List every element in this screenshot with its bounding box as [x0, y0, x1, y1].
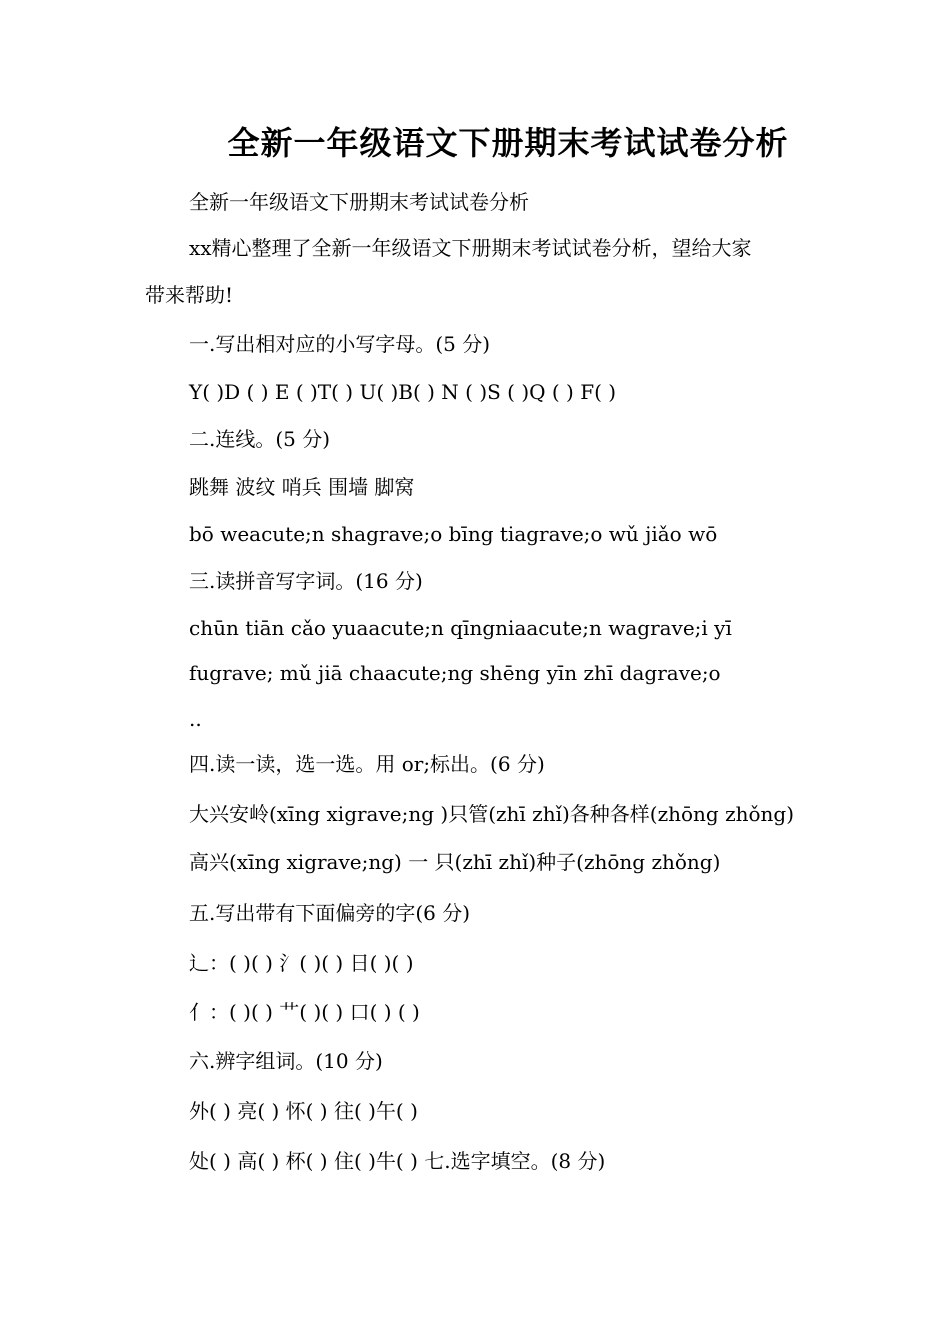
section-6-line-2: 处( ) 高( ) 杯( ) 住( )牛( ) 七.选字填空。(8 分) [189, 1149, 606, 1173]
section-5-heading: 五.写出带有下面偏旁的字(6 分) [189, 901, 471, 925]
section-2-pinyin: bō weacute;n shagrave;o bīng tiagrave;o wǔ jiǎo wō [189, 522, 718, 546]
section-3-pinyin-line-2: fugrave; mǔ jiā chaacute;ng shēng yīn zhī dagrave;o [189, 661, 721, 685]
intro-line-continued: 带来帮助! [145, 283, 234, 307]
section-4-line-1: 大兴安岭(xīng xigrave;ng )只管(zhī zhǐ)各种各样(zhōng zhǒng) [189, 802, 795, 826]
section-5-line-1: 辶：( )( ) 氵( )( ) 日( )( ) [189, 951, 414, 975]
section-6-heading: 六.辨字组词。(10 分) [189, 1049, 383, 1073]
section-3-heading: 三.读拼音写字词。(16 分) [189, 569, 423, 593]
section-4-line-2: 高兴(xīng xigrave;ng) 一 只(zhī zhǐ)种子(zhōng zhǒng) [189, 850, 721, 874]
document-title: 全新一年级语文下册期末考试试卷分析 [227, 124, 789, 162]
subtitle-line: 全新一年级语文下册期末考试试卷分析 [189, 190, 529, 214]
section-4-heading: 四.读一读，选一选。用 or;标出。(6 分) [189, 752, 545, 776]
intro-line: xx精心整理了全新一年级语文下册期末考试试卷分析，望给大家 [189, 236, 752, 260]
section-5-line-2: 亻：( )( ) 艹( )( ) 口( ) ( ) [189, 1000, 420, 1024]
section-1-content: Y( )D ( ) E ( )T( ) U( )B( ) N ( )S ( )Q ( ) F( ) [189, 380, 617, 404]
section-1-heading: 一.写出相对应的小写字母。(5 分) [189, 332, 491, 356]
section-2-words: 跳舞 波纹 哨兵 围墙 脚窝 [189, 475, 415, 499]
section-3-pinyin-line-1: chūn tiān cǎo yuaacute;n qīngniaacute;n wagrave;i yī [189, 616, 732, 640]
ellipsis-line: .. [189, 707, 202, 731]
section-2-heading: 二.连线。(5 分) [189, 427, 331, 451]
section-6-line-1: 外( ) 亮( ) 怀( ) 往( )午( ) [189, 1099, 418, 1123]
